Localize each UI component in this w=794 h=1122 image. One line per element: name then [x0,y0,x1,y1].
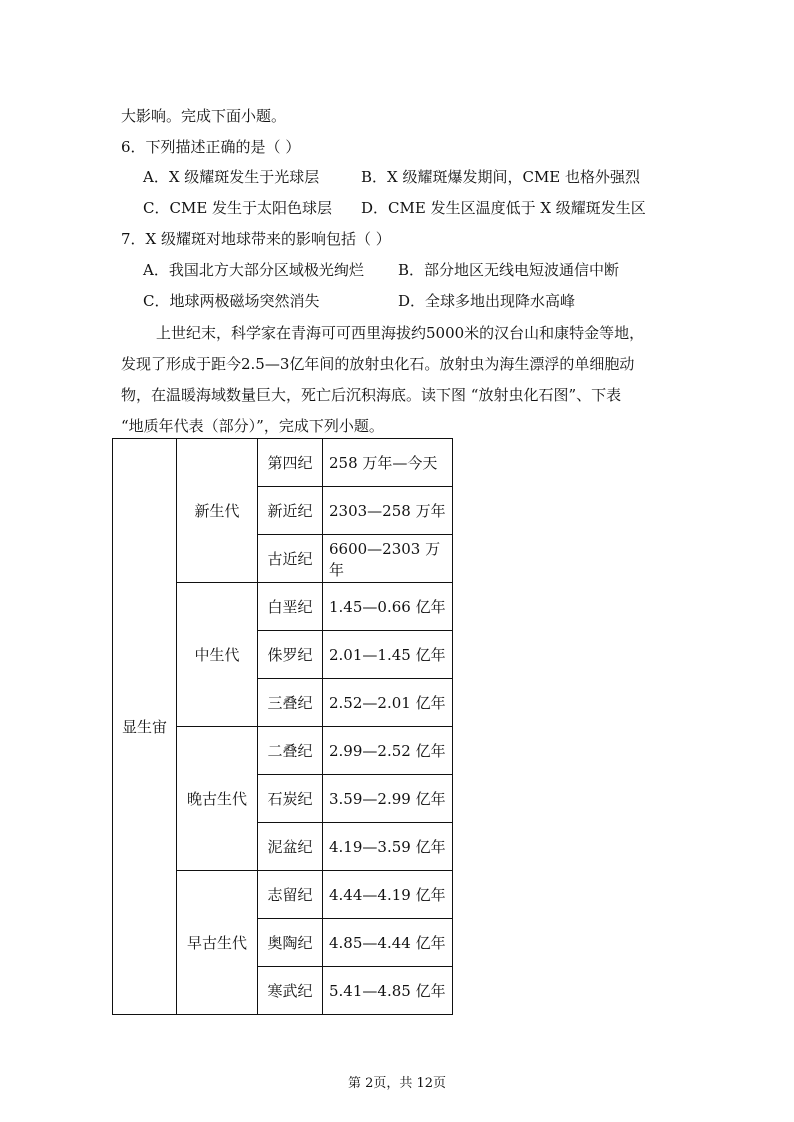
period-cell: 奥陶纪 [258,919,323,967]
question-7-option-d: D．全球多地出现降水高峰 [398,292,576,310]
range-cell: 3.59—2.99 亿年 [323,775,453,823]
range-cell: 4.85—4.44 亿年 [323,919,453,967]
passage-line-2: 发现了形成于距今2.5—3亿年间的放射虫化石。放射虫为海生漂浮的单细胞动 [121,355,635,373]
question-7-stem: 7．X 级耀斑对地球带来的影响包括（ ） [121,230,391,248]
page-footer: 第 2页，共 12页 [347,1076,447,1091]
period-cell: 三叠纪 [258,679,323,727]
question-7-option-a: A．我国北方大部分区域极光绚烂 [143,261,364,279]
period-cell: 志留纪 [258,871,323,919]
passage-line-3: 物，在温暖海域数量巨大，死亡后沉积海底。读下图 “放射虫化石图”、下表 [121,386,622,404]
range-cell: 1.45—0.66 亿年 [323,583,453,631]
intro-tail-text: 大影响。完成下面小题。 [121,107,287,125]
era-cell: 早古生代 [177,871,258,1015]
question-6-stem: 6．下列描述正确的是（ ） [121,138,301,156]
period-cell: 二叠纪 [258,727,323,775]
period-cell: 第四纪 [258,439,323,487]
range-cell: 5.41—4.85 亿年 [323,967,453,1015]
range-cell: 2.52—2.01 亿年 [323,679,453,727]
range-cell: 4.44—4.19 亿年 [323,871,453,919]
era-cell: 中生代 [177,583,258,727]
era-cell: 新生代 [177,439,258,583]
range-cell: 2.01—1.45 亿年 [323,631,453,679]
period-cell: 石炭纪 [258,775,323,823]
period-cell: 寒武纪 [258,967,323,1015]
question-7-option-c: C．地球两极磁场突然消失 [143,292,320,310]
eon-cell: 显生宙 [113,439,177,1015]
range-cell: 4.19—3.59 亿年 [323,823,453,871]
geologic-time-table [112,438,453,1015]
question-6-option-b: B．X 级耀斑爆发期间，CME 也格外强烈 [361,168,641,186]
question-6-option-d: D．CME 发生区温度低于 X 级耀斑发生区 [361,199,646,217]
period-cell: 古近纪 [258,535,323,583]
range-cell: 6600—2303 万年 [323,535,453,583]
range-cell: 2303—258 万年 [323,487,453,535]
period-cell: 泥盆纪 [258,823,323,871]
passage-line-4: “地质年代表（部分）”，完成下列小题。 [121,417,384,435]
era-cell: 晚古生代 [177,727,258,871]
range-cell: 2.99—2.52 亿年 [323,727,453,775]
period-cell: 新近纪 [258,487,323,535]
range-cell: 258 万年—今天 [323,439,453,487]
period-cell: 侏罗纪 [258,631,323,679]
passage-line-1: 上世纪末，科学家在青海可可西里海拔约5000米的汉台山和康特金等地， [156,324,645,342]
question-6-option-c: C．CME 发生于太阳色球层 [143,199,333,217]
question-6-option-a: A．X 级耀斑发生于光球层 [143,168,320,186]
question-7-option-b: B．部分地区无线电短波通信中断 [398,261,620,279]
period-cell: 白垩纪 [258,583,323,631]
table-row [113,439,453,487]
